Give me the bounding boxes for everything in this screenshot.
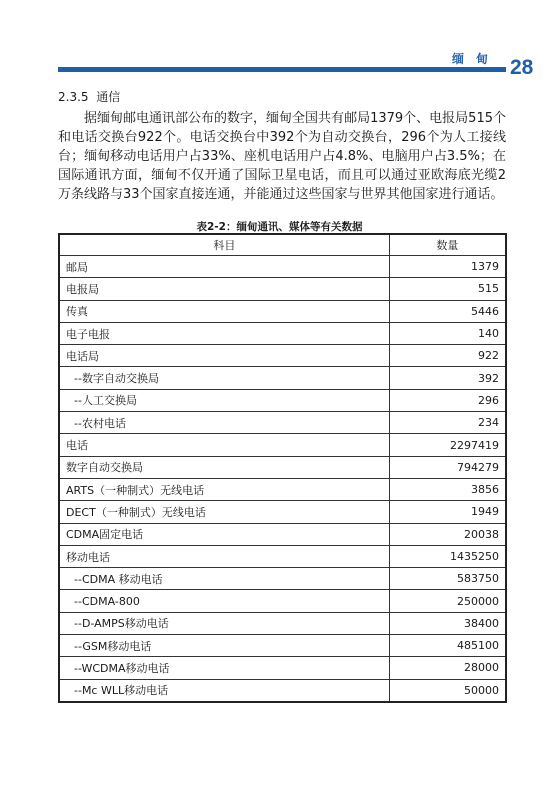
row-value: 250000 [389, 590, 506, 612]
table-row [59, 545, 506, 567]
row-value: 583750 [389, 568, 506, 590]
table-row [59, 612, 506, 634]
row-item: DECT（一种制式）无线电话 [59, 501, 389, 523]
row-item: 传真 [59, 300, 389, 322]
section-heading [58, 88, 120, 105]
row-value: 2297419 [389, 434, 506, 456]
row-item: --D-AMPS移动电话 [59, 612, 389, 634]
row-value: 392 [389, 367, 506, 389]
table-row [59, 478, 506, 500]
running-header-country: 缅甸 [452, 52, 501, 66]
table-row [59, 345, 506, 367]
row-item: CDMA固定电话 [59, 523, 389, 545]
table-row [59, 389, 506, 411]
header-rule [58, 67, 506, 72]
table-row [59, 635, 506, 657]
row-item: 电话局 [59, 345, 389, 367]
row-item: --WCDMA移动电话 [59, 657, 389, 679]
row-item: --人工交换局 [59, 389, 389, 411]
row-item: 电报局 [59, 278, 389, 300]
row-value: 515 [389, 278, 506, 300]
row-item: --CDMA-800 [59, 590, 389, 612]
column-header-item: 科目 [59, 234, 389, 256]
row-value: 485100 [389, 635, 506, 657]
row-value: 234 [389, 412, 506, 434]
row-item: ARTS（一种制式）无线电话 [59, 478, 389, 500]
row-value: 5446 [389, 300, 506, 322]
table-row [59, 523, 506, 545]
row-value: 1949 [389, 501, 506, 523]
section-number: 2.3.5 [58, 90, 89, 104]
row-value: 922 [389, 345, 506, 367]
row-value: 20038 [389, 523, 506, 545]
row-item: --数字自动交换局 [59, 367, 389, 389]
row-value: 1379 [389, 256, 506, 278]
body-paragraph: 据缅甸邮电通讯部公布的数字，缅甸全国共有邮局1379个、电报局515个和电话交换台922个。电话交换台中392个为自动交换台，296个为人工接线台；缅甸移动电话用户占33%、座机电话用户占4.8%、电脑用户占3.5%；在国际通讯方面，缅甸不仅开通了国际卫星电话，而且可以通过亚欧海底光缆2万条线路与33个国家直接连通，并能通过这些国家与世界其他国家进行通话。 [58, 111, 506, 202]
table-row [59, 657, 506, 679]
table-row [59, 501, 506, 523]
table-row [59, 456, 506, 478]
table-row [59, 412, 506, 434]
row-item: 移动电话 [59, 545, 389, 567]
table-row [59, 278, 506, 300]
row-value: 50000 [389, 679, 506, 702]
row-item: 数字自动交换局 [59, 456, 389, 478]
row-item: --Mc WLL移动电话 [59, 679, 389, 702]
row-item: --农村电话 [59, 412, 389, 434]
row-value: 1435250 [389, 545, 506, 567]
table-row [59, 590, 506, 612]
row-item: 电话 [59, 434, 389, 456]
row-value: 794279 [389, 456, 506, 478]
section-title: 通信 [96, 90, 121, 104]
table-row [59, 300, 506, 322]
table-row [59, 679, 506, 702]
data-table [58, 233, 507, 703]
row-value: 296 [389, 389, 506, 411]
table-body [59, 256, 506, 702]
row-value: 28000 [389, 657, 506, 679]
row-value: 3856 [389, 478, 506, 500]
table-row [59, 568, 506, 590]
row-value: 140 [389, 322, 506, 344]
table-row [59, 322, 506, 344]
row-item: 电子电报 [59, 322, 389, 344]
table-header-row [59, 234, 506, 256]
table-row [59, 367, 506, 389]
table-caption: 表2-2：缅甸通讯、媒体等有关数据 [196, 221, 363, 233]
row-item: 邮局 [59, 256, 389, 278]
row-item: --GSM移动电话 [59, 635, 389, 657]
row-value: 38400 [389, 612, 506, 634]
table-row [59, 434, 506, 456]
table-row [59, 256, 506, 278]
row-item: --CDMA 移动电话 [59, 568, 389, 590]
column-header-value: 数量 [389, 234, 506, 256]
page-number: 28 [510, 56, 534, 79]
